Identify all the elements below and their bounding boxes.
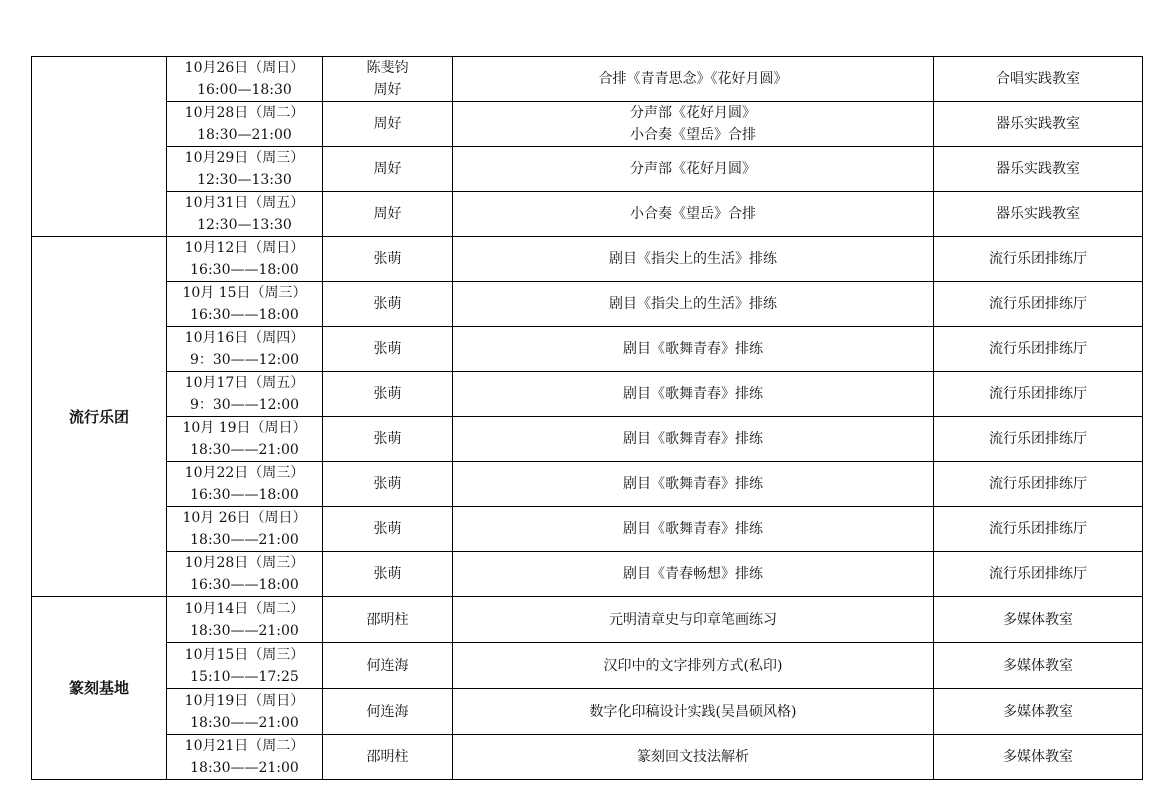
teacher-name: 周好	[373, 116, 402, 132]
schedule-row	[32, 327, 1143, 372]
content-text: 小合奏《望岳》合排	[630, 127, 756, 143]
date-text: 10月28日（周二）	[184, 105, 305, 121]
teacher-cell	[323, 372, 453, 417]
group-name-cell: 篆刻基地	[32, 597, 167, 780]
schedule-row	[32, 147, 1143, 192]
place-cell: 器乐实践教室	[934, 192, 1143, 237]
datetime-cell	[167, 372, 323, 417]
teacher-cell	[323, 192, 453, 237]
date-text: 10月 26日（周日）	[182, 510, 307, 526]
place-cell: 多媒体教室	[934, 735, 1143, 780]
place-cell: 器乐实践教室	[934, 147, 1143, 192]
teacher-cell	[323, 417, 453, 462]
place-cell: 流行乐团排练厅	[934, 417, 1143, 462]
place-cell: 流行乐团排练厅	[934, 237, 1143, 282]
teacher-name: 周好	[373, 206, 402, 222]
datetime-cell	[167, 102, 323, 147]
time-text: 18:30——21:00	[190, 622, 299, 639]
content-cell	[453, 597, 934, 643]
teacher-cell	[323, 57, 453, 102]
date-text: 10月 19日（周日）	[182, 420, 307, 436]
time-text: 9：30——12:00	[189, 397, 300, 413]
group-name-cell	[32, 57, 167, 237]
content-cell	[453, 237, 934, 282]
place-cell: 流行乐团排练厅	[934, 507, 1143, 552]
datetime-cell	[167, 192, 323, 237]
content-cell	[453, 327, 934, 372]
teacher-name: 张萌	[373, 566, 402, 582]
place-cell: 流行乐团排练厅	[934, 462, 1143, 507]
teacher-name: 周好	[373, 82, 402, 98]
datetime-cell	[167, 147, 323, 192]
place-cell: 多媒体教室	[934, 643, 1143, 689]
content-text: 剧目《青春畅想》排练	[623, 566, 763, 582]
datetime-cell	[167, 57, 323, 102]
content-text: 分声部《花好月圆》	[630, 105, 756, 121]
time-text: 16:30——18:00	[190, 262, 299, 278]
teacher-cell	[323, 327, 453, 372]
content-cell	[453, 372, 934, 417]
datetime-cell	[167, 237, 323, 282]
date-text: 10月16日（周四）	[184, 330, 305, 346]
datetime-cell	[167, 689, 323, 735]
datetime-cell	[167, 327, 323, 372]
date-text: 10月14日（周二）	[184, 600, 305, 617]
place-cell: 合唱实践教室	[934, 57, 1143, 102]
datetime-cell	[167, 462, 323, 507]
content-cell	[453, 689, 934, 735]
schedule-row	[32, 102, 1143, 147]
schedule-row	[32, 462, 1143, 507]
teacher-cell	[323, 237, 453, 282]
content-text: 剧目《歌舞青春》排练	[623, 431, 763, 447]
time-text: 16:30——18:00	[190, 577, 299, 593]
content-cell	[453, 552, 934, 597]
teacher-cell	[323, 147, 453, 192]
date-text: 10月28日（周三）	[184, 555, 305, 571]
content-cell	[453, 102, 934, 147]
group-name-cell: 流行乐团	[32, 237, 167, 597]
schedule-row	[32, 237, 1143, 282]
time-text: 16:30——18:00	[190, 307, 299, 323]
schedule-row	[32, 57, 1143, 102]
teacher-name: 何连海	[366, 703, 409, 720]
teacher-cell	[323, 689, 453, 735]
date-text: 10月12日（周日）	[184, 240, 305, 256]
date-text: 10月 15日（周三）	[182, 285, 307, 301]
time-text: 18:30——21:00	[190, 442, 299, 458]
teacher-name: 张萌	[373, 476, 402, 492]
time-text: 12:30—13:30	[197, 172, 292, 188]
content-cell	[453, 192, 934, 237]
teacher-cell	[323, 462, 453, 507]
datetime-cell	[167, 417, 323, 462]
place-cell: 器乐实践教室	[934, 102, 1143, 147]
time-text: 18:30——21:00	[190, 714, 299, 731]
content-cell	[453, 735, 934, 780]
time-text: 12:30—13:30	[197, 217, 292, 233]
teacher-name: 陈斐钧	[366, 60, 409, 76]
teacher-name: 邵明柱	[366, 611, 409, 628]
schedule-row	[32, 192, 1143, 237]
schedule-body	[32, 57, 1143, 780]
teacher-name: 邵明柱	[366, 749, 409, 765]
time-text: 16:30——18:00	[190, 487, 299, 503]
content-cell	[453, 462, 934, 507]
teacher-cell	[323, 643, 453, 689]
content-text: 剧目《歌舞青春》排练	[623, 521, 763, 537]
schedule-row	[32, 689, 1143, 735]
teacher-cell	[323, 282, 453, 327]
schedule-row	[32, 597, 1143, 643]
teacher-cell	[323, 735, 453, 780]
date-text: 10月21日（周二）	[184, 738, 305, 754]
place-cell: 多媒体教室	[934, 597, 1143, 643]
date-text: 10月17日（周五）	[184, 375, 305, 391]
content-text: 剧目《歌舞青春》排练	[623, 476, 763, 492]
content-text: 数字化印稿设计实践(吴昌硕风格)	[589, 703, 797, 720]
datetime-cell	[167, 643, 323, 689]
content-text: 篆刻回文技法解析	[637, 749, 749, 765]
schedule-row	[32, 735, 1143, 780]
content-text: 小合奏《望岳》合排	[630, 206, 756, 222]
content-cell	[453, 507, 934, 552]
datetime-cell	[167, 735, 323, 780]
teacher-cell	[323, 102, 453, 147]
date-text: 10月19日（周日）	[184, 692, 305, 709]
content-cell	[453, 282, 934, 327]
date-text: 10月29日（周三）	[184, 150, 305, 166]
time-text: 16:00—18:30	[197, 82, 292, 98]
date-text: 10月31日（周五）	[184, 195, 305, 211]
content-text: 剧目《指尖上的生活》排练	[609, 296, 777, 312]
place-cell: 流行乐团排练厅	[934, 372, 1143, 417]
content-text: 汉印中的文字排列方式(私印)	[603, 657, 783, 674]
content-text: 剧目《歌舞青春》排练	[623, 341, 763, 357]
content-cell	[453, 147, 934, 192]
content-cell	[453, 57, 934, 102]
datetime-cell	[167, 552, 323, 597]
place-cell: 流行乐团排练厅	[934, 552, 1143, 597]
teacher-name: 张萌	[373, 296, 402, 312]
teacher-name: 张萌	[373, 521, 402, 537]
schedule-row	[32, 507, 1143, 552]
schedule-row	[32, 417, 1143, 462]
teacher-name: 张萌	[373, 386, 402, 402]
time-text: 15:10——17:25	[190, 668, 299, 685]
place-cell: 流行乐团排练厅	[934, 327, 1143, 372]
schedule-table	[31, 56, 1143, 780]
date-text: 10月22日（周三）	[184, 465, 305, 481]
time-text: 18:30——21:00	[190, 532, 299, 548]
schedule-row	[32, 643, 1143, 689]
time-text: 18:30——21:00	[190, 760, 299, 776]
teacher-name: 张萌	[373, 251, 402, 267]
place-cell: 流行乐团排练厅	[934, 282, 1143, 327]
time-text: 9：30——12:00	[189, 352, 300, 368]
datetime-cell	[167, 597, 323, 643]
content-cell	[453, 643, 934, 689]
content-cell	[453, 417, 934, 462]
teacher-cell	[323, 597, 453, 643]
teacher-name: 张萌	[373, 341, 402, 357]
datetime-cell	[167, 282, 323, 327]
content-text: 合排《青青思念》《花好月圆》	[598, 71, 788, 87]
content-text: 剧目《歌舞青春》排练	[623, 386, 763, 402]
teacher-cell	[323, 552, 453, 597]
content-text: 分声部《花好月圆》	[630, 161, 756, 177]
teacher-name: 张萌	[373, 431, 402, 447]
place-cell: 多媒体教室	[934, 689, 1143, 735]
date-text: 10月15日（周三）	[184, 646, 305, 663]
teacher-name: 何连海	[366, 657, 409, 674]
content-text: 元明清章史与印章笔画练习	[609, 611, 777, 628]
time-text: 18:30—21:00	[197, 127, 292, 143]
schedule-row	[32, 282, 1143, 327]
schedule-row	[32, 552, 1143, 597]
teacher-name: 周好	[373, 161, 402, 177]
content-text: 剧目《指尖上的生活》排练	[609, 251, 777, 267]
teacher-cell	[323, 507, 453, 552]
datetime-cell	[167, 507, 323, 552]
schedule-row	[32, 372, 1143, 417]
date-text: 10月26日（周日）	[184, 60, 305, 76]
